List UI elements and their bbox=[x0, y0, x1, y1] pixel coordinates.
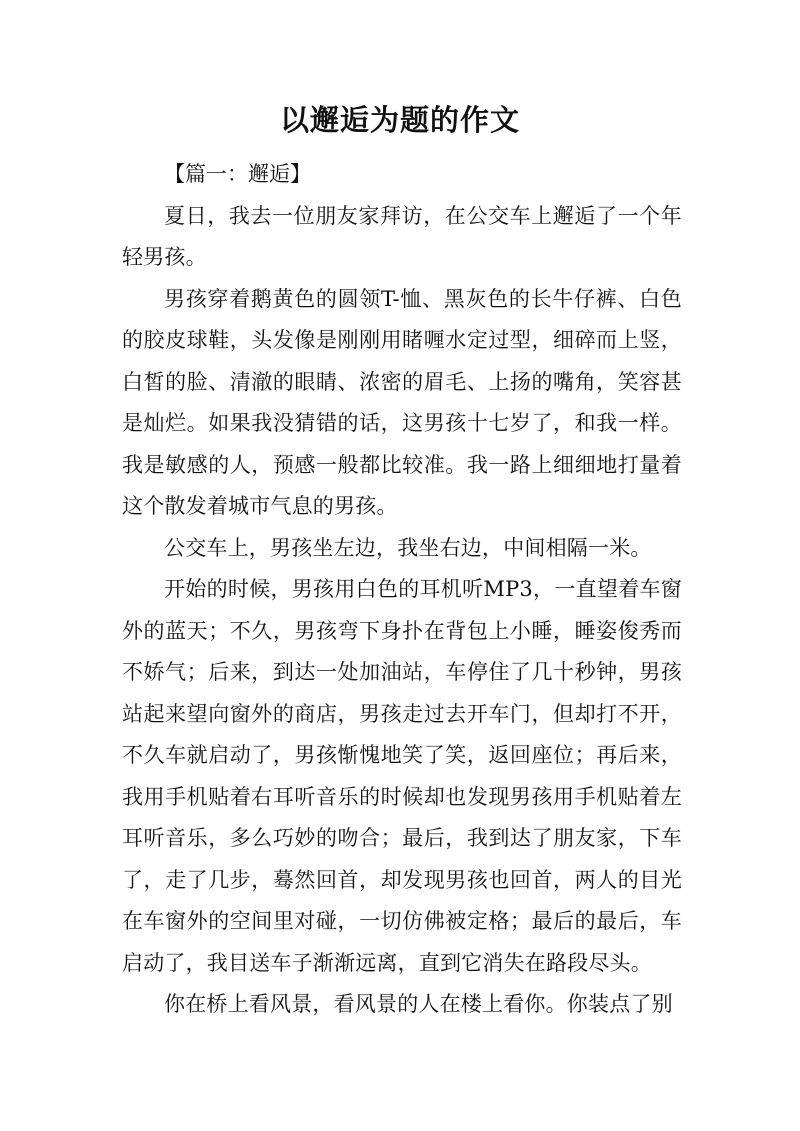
page-title: 以邂逅为题的作文 bbox=[279, 103, 520, 137]
paragraph-2: 男孩穿着鹅黄色的圆领T-恤、黑灰色的长牛仔裤、白色的胶皮球鞋，头发像是刚刚用睹喱水定过型，细碎而上竖，白皙的脸、清澈的眼睛、浓密的眉毛、上扬的嘴角，笑容甚是灿烂。如果我没猜错的话，这男孩十七岁了，和我一样。我是敏感的人，预感一般都比较准。我一路上细细地打量着这个散发着城市气息的男孩。 bbox=[122, 286, 682, 518]
paragraph-1: 夏日，我去一位朋友家拜访，在公交车上邂逅了一个年轻男孩。 bbox=[122, 203, 682, 269]
paragraph-4: 开始的时候，男孩用白色的耳机听MP3，一直望着车窗外的蓝天；不久，男孩弯下身扑在背包上小睡，睡姿俊秀而不娇气；后来，到达一处加油站，车停住了几十秒钟，男孩站起来望向窗外的商店，男孩走过去开车门，但却打不开，不久车就启动了，男孩惭愧地笑了笑，返回座位；再后来，我用手机贴着右耳听音乐的时候却也发现男孩用手机贴着左耳听音乐，多么巧妙的吻合；最后，我到达了朋友家，下车了，走了几步，蓦然回首，却发现男孩也回首，两人的目光在车窗外的空间里对碰，一切仿佛被定格；最后的最后，车启动了，我目送车子渐渐远离，直到它消失在路段尽头。 bbox=[122, 577, 682, 975]
paragraph-3: 公交车上，男孩坐左边，我坐右边，中间相隔一米。 bbox=[164, 535, 652, 560]
section-heading: 【篇一：邂逅】 bbox=[164, 162, 311, 186]
document-body bbox=[122, 154, 682, 1026]
paragraph-5: 你在桥上看风景，看风景的人在楼上看你。你装点了别 bbox=[164, 992, 673, 1016]
